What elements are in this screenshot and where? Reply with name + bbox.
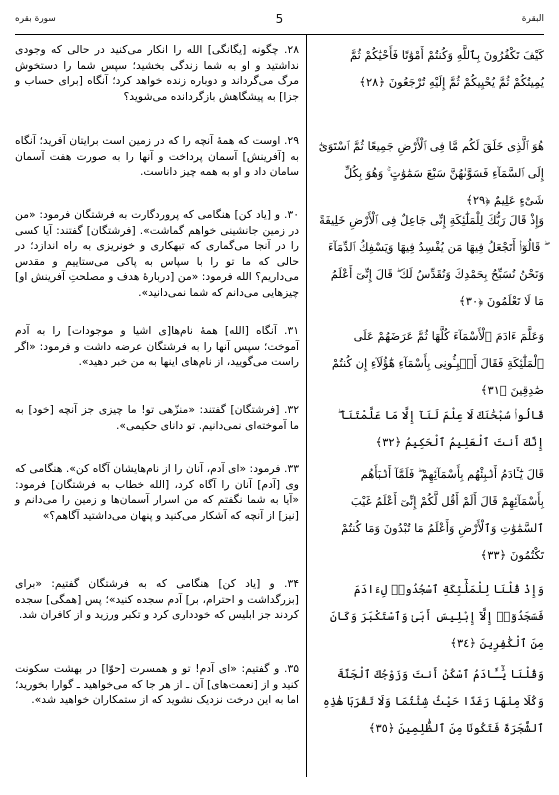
verse-translation: ۳۴. و [یاد کن] هنگامی که به فرشتگان گفتیم: «برای [بزرگداشت و احترام، بر] آدم سجده کنید»؛ پس [همگی] سجده کردند جز ابلیس که خودداری کرد و تکبر ورزید و از کافران شد. <box>15 577 299 621</box>
surah-title-persian: سورة بقره <box>15 14 56 24</box>
verse-translation: ۳۲. [فرشتگان] گفتند: «منزّهی تو! ما چیزی جز آنچه [خود] به ما آموخته‌ای نمی‌دانیم. تو دانای حکیمی». <box>15 403 299 432</box>
verse-arabic: كَيْفَ تَكْفُرُونَ بِٱللَّهِ وَكُنتُمْ أَمْوَٰتًا فَأَحْيَٰكُمْ ثُمَّ يُمِيتُكُمْ ثُمَّ يُحْيِيكُمْ ثُمَّ إِلَيْهِ تُرْجَعُونَ ﴿٢٨﴾ <box>350 48 544 89</box>
column-divider <box>306 34 307 777</box>
verse-arabic: وَإِذْ قُلْنَا لِلْمَلَٰٓئِكَةِ ٱسْجُدُوا۟ لِءَادَمَ فَسَجَدُوٓا۟ إِلَّآ إِبْلِيسَ أَبَىٰ وَٱسْتَكْبَرَ وَكَانَ مِنَ ٱلْكَٰفِرِينَ ﴿٣٤﴾ <box>329 582 544 650</box>
surah-title-arabic: البقرة <box>521 14 544 24</box>
verse-translation: ۲۹. اوست که همهٔ آنچه را که در زمین است برایتان آفرید؛ آنگاه به [آفرینش] آسمان پرداخت و آنها را به صورت هفت آسمان سامان داد و او به همه چیز داناست. <box>15 134 299 178</box>
verse-arabic: هُوَ ٱلَّذِى خَلَقَ لَكُم مَّا فِى ٱلْأَرْضِ جَمِيعًا ثُمَّ ٱسْتَوَىٰٓ إِلَى ٱلسَّمَآءِ فَسَوَّىٰهُنَّ سَبْعَ سَمَٰوَٰتٍ ۚ وَهُوَ بِكُلِّ شَىْءٍ عَلِيمٌ ﴿٢٩﴾ <box>318 139 544 207</box>
header-rule <box>15 34 544 35</box>
page-number: 5 <box>275 12 284 26</box>
verse-arabic: وَعَلَّمَ ءَادَمَ ٱلْأَسْمَآءَ كُلَّهَا ثُمَّ عَرَضَهُمْ عَلَى ٱلْمَلَٰٓئِكَةِ فَقَالَ أَنۢبِـُٔونِى بِأَسْمَآءِ هَٰٓؤُلَآءِ إِن كُنتُمْ صَٰدِقِينَ ﴿٣١﴾ <box>331 329 544 397</box>
verse-translation: ۳۰. و [یاد کن] هنگامی که پروردگارت به فرشتگان فرمود: «من در زمین جانشینی خواهم گماشت». [فرشتگان] گفتند: آیا کسی را در آنجا می‌گماری که تبهکاری و خونریزی به راه اندازد؛ در حالی که ما تو را با سپاس به پاکی می‌ستاییم و مقدس می‌داریم؟ الله فرمود: «من [دربارهٔ هدف و مصلحتِ آفرینش او] چیزهایی می‌دانم که شما نمی‌دانید». <box>15 208 299 299</box>
verse-arabic: قَالُوا۟ سُبْحَٰنَكَ لَا عِلْمَ لَنَآ إِلَّا مَا عَلَّمْتَنَآ ۖ إِنَّكَ أَنتَ ٱلْعَلِيمُ ٱلْحَكِيمُ ﴿٣٢﴾ <box>337 408 544 449</box>
verse-arabic: وَإِذْ قَالَ رَبُّكَ لِلْمَلَٰٓئِكَةِ إِنِّى جَاعِلٌ فِى ٱلْأَرْضِ خَلِيفَةً ۖ قَالُوٓا۟ أَتَجْعَلُ فِيهَا مَن يُفْسِدُ فِيهَا وَيَسْفِكُ ٱلدِّمَآءَ وَنَحْنُ نُسَبِّحُ بِحَمْدِكَ وَنُقَدِّسُ لَكَ ۖ قَالَ إِنِّىٓ أَعْلَمُ مَا لَا تَعْلَمُونَ ﴿٣٠﴾ <box>319 213 544 308</box>
page-header <box>15 14 544 36</box>
verse-translation: ۳۳. فرمود: «ای آدم، آنان را از نام‌هایشان آگاه کن». هنگامی که وی [آدم] آنان را آگاه کرد، [الله خطاب به فرشتگان] فرمود: «آیا به شما نگفتم که من اسرار آسمان‌ها و زمین را می‌دانم و [نیز] از آنچه که آشکار می‌کنید و پنهان می‌داشتید آگاهم؟» <box>15 462 299 522</box>
verse-translation: ۳۱. آنگاه [الله] همهٔ نام‌ها[ی اشیا و موجودات] را به آدم آموخت؛ سپس آنها را به فرشتگان عرضه داشت و فرمود: «اگر راست می‌گویید، از نام‌های اینها به من خبر دهید». <box>15 324 299 368</box>
verse-translation: ۲۸. چگونه [یگانگی] الله را انکار می‌کنید در حالی که وجودی نداشتید و او به شما زندگی بخشید؛ سپس شما را دستخوش مرگ می‌گرداند و دوباره زنده خواهد کرد؛ آنگاه [برای حساب و جزا] به پیشگاهش بازگردانده می‌شوید؟ <box>15 43 299 103</box>
verse-arabic: وَقُلْنَا يَٰٓـَٔادَمُ ٱسْكُنْ أَنتَ وَزَوْجُكَ ٱلْجَنَّةَ وَكُلَا مِنْهَا رَغَدًا حَيْثُ شِئْتُمَا وَلَا تَقْرَبَا هَٰذِهِ ٱلشَّجَرَةَ فَتَكُونَا مِنَ ٱلظَّٰلِمِينَ ﴿٣٥﴾ <box>323 667 544 735</box>
verse-translation: ۳۵. و گفتیم: «ای آدم! تو و همسرت [حوّا] در بهشت سکونت کنید و از [نعمت‌های] آن ـ از هر جا که می‌خواهید ـ گوارا بخورید؛ اما به این درخت نزدیک نشوید که از ستمکاران خواهید شد». <box>15 662 299 706</box>
verse-arabic: قَالَ يَٰٓـَٔادَمُ أَنۢبِئْهُم بِأَسْمَآئِهِمْ ۖ فَلَمَّآ أَنۢبَأَهُم بِأَسْمَآئِهِمْ قَالَ أَلَمْ أَقُل لَّكُمْ إِنِّىٓ أَعْلَمُ غَيْبَ ٱلسَّمَٰوَٰتِ وَٱلْأَرْضِ وَأَعْلَمُ مَا تُبْدُونَ وَمَا كُنتُمْ تَكْتُمُونَ ﴿٣٣﴾ <box>341 467 544 562</box>
